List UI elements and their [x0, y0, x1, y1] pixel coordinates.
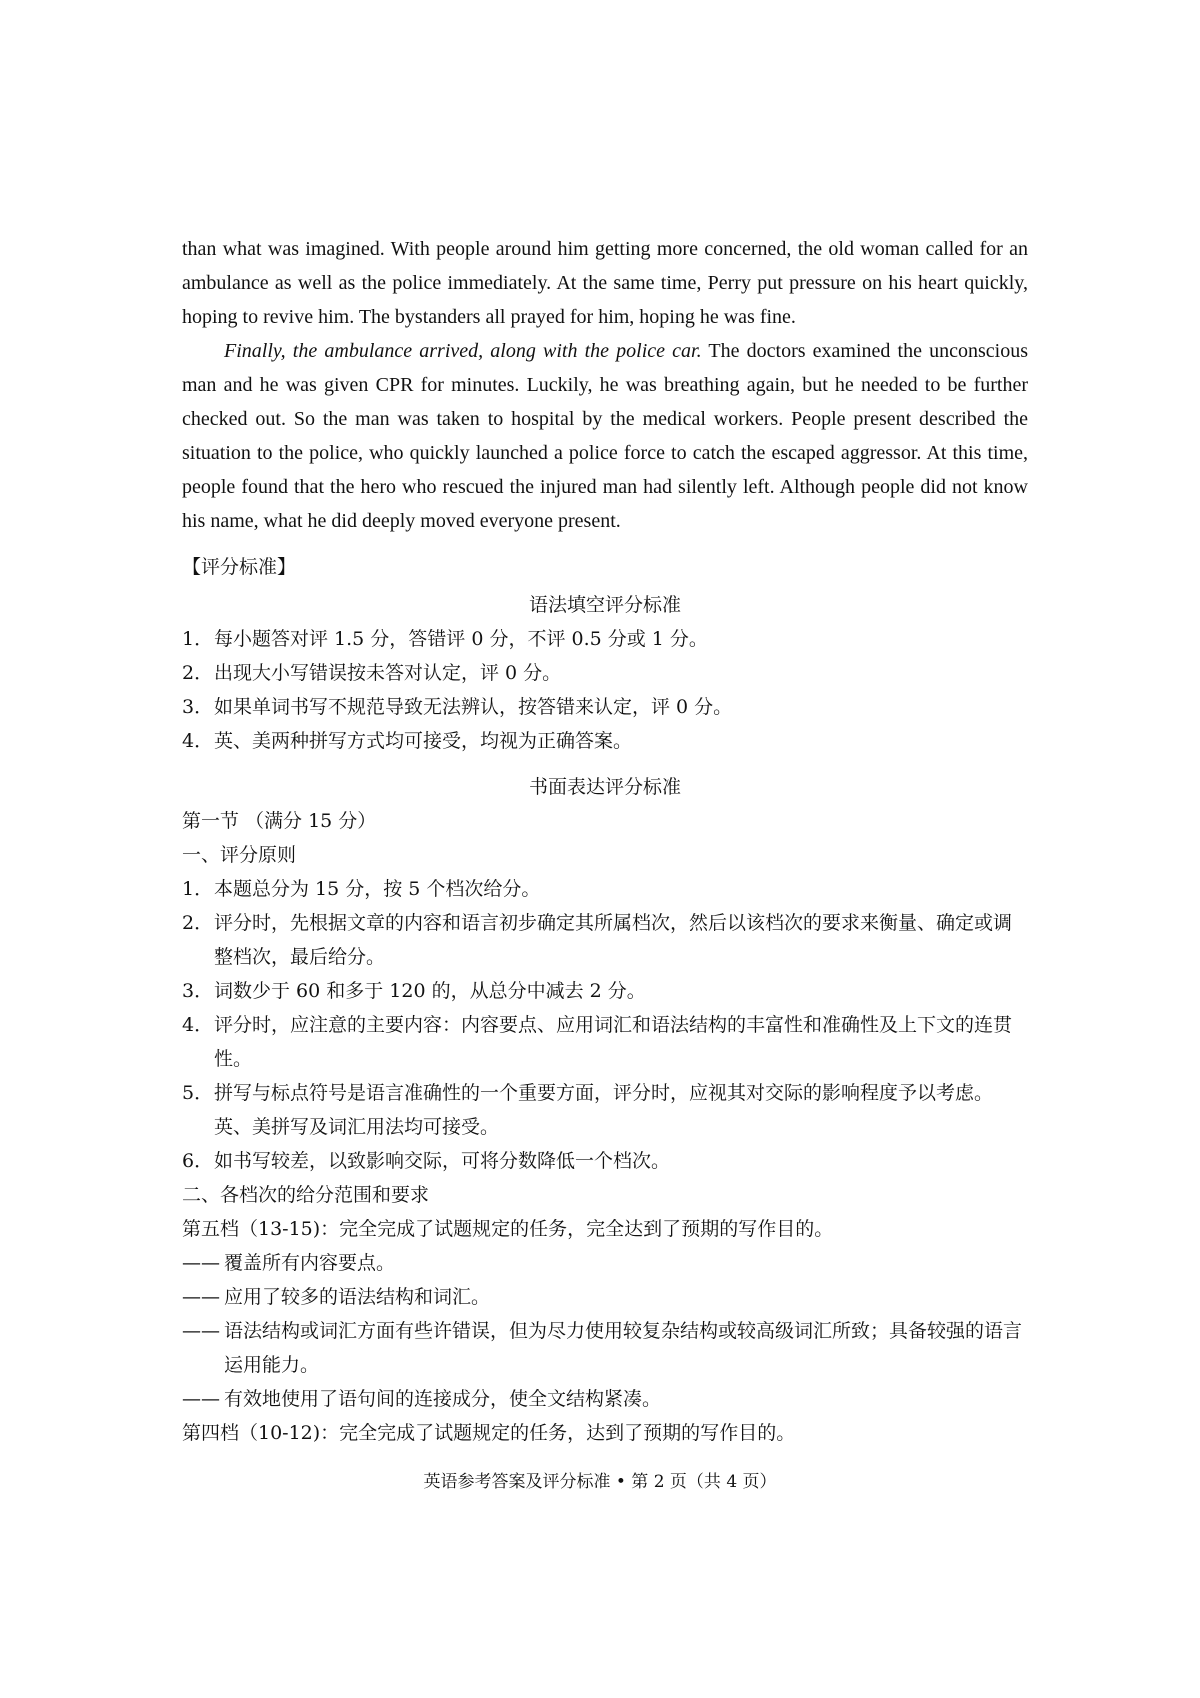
- item-number: 2．: [182, 912, 214, 934]
- page-footer: 英语参考答案及评分标准 • 第 2 页（共 4 页）: [423, 1472, 777, 1492]
- principle-item: [182, 906, 1028, 974]
- item-number: 1．: [182, 628, 214, 650]
- item-text: 如果单词书写不规范导致无法辨认，按答错来认定，评 0 分。: [214, 696, 733, 718]
- grammar-item: [182, 690, 1028, 724]
- level-point: [182, 1280, 1028, 1314]
- writing-title: 书面表达评分标准: [528, 776, 681, 798]
- story-paragraph-2-opening: Finally, the ambulance arrived, along with the police car.: [224, 340, 702, 362]
- story-paragraph-1: than what was imagined. With people around him getting more concerned, the old woman called for an ambulance as well as the police immediately. At the same time, Perry put pressure on his heart quickly, hoping to revive him. The bystanders all prayed for him, hoping he was fine.: [182, 238, 1028, 328]
- item-number: 6．: [182, 1150, 214, 1172]
- page-content: [182, 232, 1028, 1450]
- dash-mark: ——: [182, 1388, 220, 1410]
- level-5-description: 第五档（13-15)：完全完成了试题规定的任务，完全达到了预期的写作目的。: [182, 1218, 834, 1240]
- writing-section: 第一节 （满分 15 分）: [182, 810, 377, 832]
- point-text: 应用了较多的语法结构和词汇。: [224, 1286, 491, 1308]
- grammar-item: [182, 656, 1028, 690]
- item-text: 本题总分为 15 分，按 5 个档次给分。: [214, 878, 541, 900]
- item-number: 4．: [182, 1014, 214, 1036]
- item-text: 出现大小写错误按未答对认定，评 0 分。: [214, 662, 562, 684]
- story-paragraph-2-body: The doctors examined the unconscious man and he was given CPR for minutes. Luckily, he was breathing again, but he needed to be further checked out. So the man was taken to hospital by the medical workers. People present described the situation to the police, who quickly launched a police force to catch the escaped aggressor. At this time, people found that the hero who rescued the injured man had silently left. Although people did not know his name, what he did deeply moved everyone present.: [182, 340, 1028, 532]
- item-text: 每小题答对评 1.5 分，答错评 0 分，不评 0.5 分或 1 分。: [214, 628, 708, 650]
- principle-list: [182, 872, 1028, 1178]
- item-number: 2．: [182, 662, 214, 684]
- point-text: 语法结构或词汇方面有些许错误，但为尽力使用较复杂结构或较高级词汇所致；具备较强的语言运用能力。: [224, 1320, 1023, 1376]
- levels-heading: 二、各档次的给分范围和要求: [182, 1184, 430, 1206]
- item-text: 拼写与标点符号是语言准确性的一个重要方面，评分时，应视其对交际的影响程度予以考虑。英、美拼写及词汇用法均可接受。: [214, 1082, 994, 1138]
- principle-item: [182, 1008, 1028, 1076]
- item-number: 1．: [182, 878, 214, 900]
- grammar-item: [182, 622, 1028, 656]
- item-number: 4．: [182, 730, 214, 752]
- principle-item: [182, 1076, 1028, 1144]
- dash-mark: ——: [182, 1320, 220, 1342]
- dash-mark: ——: [182, 1252, 220, 1274]
- point-text: 覆盖所有内容要点。: [224, 1252, 396, 1274]
- item-text: 英、美两种拼写方式均可接受，均视为正确答案。: [214, 730, 633, 752]
- grading-heading: 【评分标准】: [182, 556, 297, 578]
- grammar-list: [182, 622, 1028, 758]
- principle-item: [182, 974, 1028, 1008]
- item-number: 3．: [182, 696, 214, 718]
- level-point: [182, 1246, 1028, 1280]
- point-text: 有效地使用了语句间的连接成分，使全文结构紧凑。: [224, 1388, 662, 1410]
- level-4-description: 第四档（10-12)：完全完成了试题规定的任务，达到了预期的写作目的。: [182, 1422, 796, 1444]
- principle-heading: 一、评分原则: [182, 844, 297, 866]
- item-number: 5．: [182, 1082, 214, 1104]
- dash-mark: ——: [182, 1286, 220, 1308]
- level-5-points: [182, 1246, 1028, 1416]
- item-number: 3．: [182, 980, 214, 1002]
- level-point: [182, 1382, 1028, 1416]
- principle-item: [182, 1144, 1028, 1178]
- grammar-item: [182, 724, 1028, 758]
- level-point: [182, 1314, 1028, 1382]
- story-paragraph-2: [182, 334, 1028, 538]
- item-text: 词数少于 60 和多于 120 的，从总分中减去 2 分。: [214, 980, 646, 1002]
- item-text: 如书写较差，以致影响交际，可将分数降低一个档次。: [214, 1150, 671, 1172]
- principle-item: [182, 872, 1028, 906]
- item-text: 评分时，应注意的主要内容：内容要点、应用词汇和语法结构的丰富性和准确性及上下文的连贯性。: [214, 1014, 1013, 1070]
- grammar-title: 语法填空评分标准: [528, 594, 681, 616]
- item-text: 评分时，先根据文章的内容和语言初步确定其所属档次，然后以该档次的要求来衡量、确定或调整档次，最后给分。: [214, 912, 1013, 968]
